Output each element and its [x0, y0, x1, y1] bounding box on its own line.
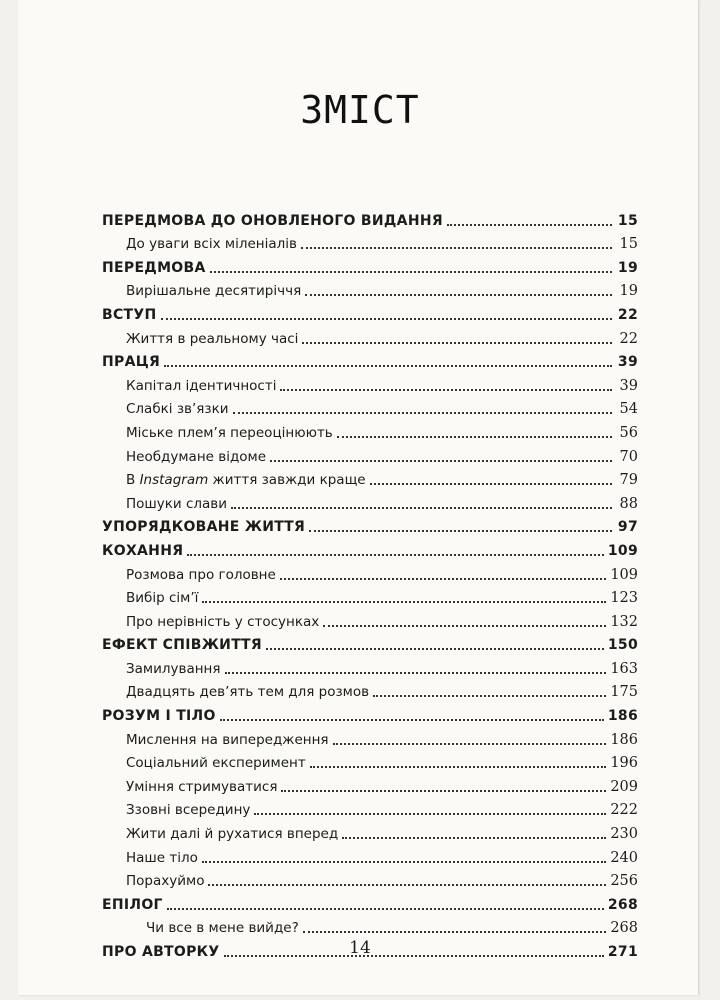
dot-leader — [302, 341, 612, 344]
dot-leader — [210, 270, 612, 273]
dot-leader — [303, 930, 607, 933]
dot-leader — [202, 600, 606, 603]
toc-entry-title: Слабкі зв’язки — [126, 401, 229, 418]
toc-entry-page: 70 — [619, 448, 638, 465]
page-number: 14 — [349, 938, 371, 958]
toc-entry-page: 175 — [610, 684, 638, 701]
toc-entry-title: Мислення на випередження — [126, 731, 329, 748]
table-of-contents — [102, 206, 638, 961]
toc-entry-title: Чи все в мене вийде? — [146, 920, 299, 937]
toc-subentry — [102, 678, 638, 702]
toc-entry-page: 123 — [610, 590, 638, 607]
toc-entry-page: 88 — [619, 495, 638, 512]
toc-entry-page: 15 — [619, 236, 638, 253]
toc-subentry — [102, 371, 638, 395]
toc-entry-page: 132 — [610, 613, 638, 630]
toc-entry-title: Наше тіло — [126, 849, 198, 866]
toc-chapter-entry — [102, 701, 638, 725]
toc-entry-title: Вирішальне десятиріччя — [126, 283, 302, 300]
toc-subentry — [102, 867, 638, 891]
toc-entry-title: ЕФЕКТ СПІВЖИТТЯ — [102, 637, 262, 654]
toc-entry-page: 22 — [617, 306, 638, 323]
toc-chapter-entry — [102, 300, 638, 324]
toc-entry-title: Необдумане відоме — [126, 448, 267, 465]
dot-leader — [220, 718, 604, 721]
dot-leader — [301, 246, 612, 249]
toc-entry-page: 109 — [607, 542, 638, 559]
toc-entry-page: 196 — [610, 755, 638, 772]
toc-entry-title: Ззовні всередину — [126, 802, 251, 819]
toc-entry-page: 186 — [610, 731, 638, 748]
toc-entry-title: Вибір сім’ї — [126, 590, 199, 607]
toc-entry-title: Порахуймо — [126, 873, 205, 890]
toc-entry-title: ПРАЦЯ — [102, 354, 161, 371]
dot-leader — [233, 411, 612, 414]
toc-subentry — [102, 466, 638, 490]
dot-leader — [254, 812, 606, 815]
toc-entry-title: Пошуки слави — [126, 495, 228, 512]
toc-entry-title: ВСТУП — [102, 306, 157, 323]
dot-leader — [342, 836, 606, 839]
toc-subentry — [102, 418, 638, 442]
toc-entry-title: До уваги всіх міленіалів — [126, 236, 297, 253]
toc-chapter-entry — [102, 513, 638, 537]
toc-entry-title: Замилування — [126, 660, 221, 677]
toc-entry-page: 230 — [610, 826, 638, 843]
toc-entry-title: УПОРЯДКОВАНЕ ЖИТТЯ — [102, 519, 306, 536]
dot-leader — [161, 317, 612, 320]
toc-subentry — [102, 560, 638, 584]
dot-leader — [370, 482, 612, 485]
toc-entry-title: Розмова про головне — [126, 566, 276, 583]
toc-entry-page: 22 — [619, 330, 638, 347]
toc-entry-title: Капітал ідентичності — [126, 377, 277, 394]
toc-entry-page: 222 — [610, 802, 638, 819]
toc-subentry — [102, 843, 638, 867]
dot-leader — [281, 789, 606, 792]
toc-subentry — [102, 607, 638, 631]
toc-entry-title: Уміння стримуватися — [126, 778, 278, 795]
toc-subentry — [102, 442, 638, 466]
toc-entry-page: 56 — [619, 424, 638, 441]
toc-entry-page: 39 — [619, 377, 638, 394]
toc-entry-page: 109 — [610, 566, 638, 583]
toc-entry-page: 150 — [607, 637, 638, 654]
toc-subentry — [102, 772, 638, 796]
toc-entry-page: 268 — [610, 920, 638, 937]
toc-entry-title: ЕПІЛОГ — [102, 896, 163, 913]
toc-entry-page: 240 — [610, 849, 638, 866]
toc-entry-title: Про нерівність у стосунках — [126, 613, 320, 630]
toc-entry-title: ПЕРЕДМОВА — [102, 259, 206, 276]
toc-entry-page: 79 — [619, 472, 638, 489]
toc-subentry — [102, 914, 638, 938]
dot-leader — [270, 459, 612, 462]
toc-subentry — [102, 584, 638, 608]
dot-leader — [164, 364, 612, 367]
toc-subentry — [102, 749, 638, 773]
toc-entry-page: 271 — [607, 944, 638, 960]
toc-entry-title: В Instagram життя завжди краще — [126, 472, 366, 489]
dot-leader — [309, 529, 612, 532]
dot-leader — [447, 223, 612, 226]
toc-entry-page: 163 — [610, 660, 638, 677]
toc-chapter-entry — [102, 348, 638, 372]
dot-leader — [373, 694, 606, 697]
toc-entry-page: 15 — [617, 212, 638, 229]
page-title: ЗМІСТ — [300, 88, 420, 132]
toc-entry-title: ПЕРЕДМОВА ДО ОНОВЛЕНОГО ВИДАННЯ — [102, 212, 443, 229]
toc-chapter-entry — [102, 206, 638, 230]
toc-entry-page: 39 — [617, 354, 638, 371]
toc-subentry — [102, 725, 638, 749]
dot-leader — [280, 388, 612, 391]
toc-entry-page: 268 — [607, 896, 638, 913]
toc-subentry — [102, 395, 638, 419]
dot-leader — [167, 907, 604, 910]
dot-leader — [305, 293, 612, 296]
dot-leader — [323, 624, 606, 627]
toc-subentry — [102, 489, 638, 513]
toc-entry-page: 19 — [617, 259, 638, 276]
toc-entry-title: Міське плем’я переоцінюють — [126, 424, 333, 441]
toc-entry-page: 54 — [619, 401, 638, 418]
toc-subentry — [102, 819, 638, 843]
toc-subentry — [102, 324, 638, 348]
toc-chapter-entry — [102, 253, 638, 277]
dot-leader — [187, 553, 604, 556]
dot-leader — [310, 765, 607, 768]
toc-entry-title: ПРО АВТОРКУ — [102, 944, 220, 960]
toc-entry-page: 209 — [610, 778, 638, 795]
dot-leader — [337, 435, 612, 438]
toc-chapter-entry — [102, 631, 638, 655]
toc-entry-title: Двадцять дев’ять тем для розмов — [126, 684, 370, 701]
toc-subentry — [102, 277, 638, 301]
toc-entry-title: Жити далі й рухатися вперед — [126, 826, 339, 843]
toc-entry-title: РОЗУМ І ТІЛО — [102, 708, 216, 725]
dot-leader — [333, 742, 607, 745]
toc-chapter-entry — [102, 536, 638, 560]
toc-entry-page: 97 — [617, 519, 638, 536]
dot-leader — [266, 647, 604, 650]
dot-leader — [231, 506, 612, 509]
dot-leader — [202, 860, 606, 863]
toc-entry-title: Соціальний експеримент — [126, 755, 306, 772]
toc-entry-title: КОХАННЯ — [102, 542, 184, 559]
dot-leader — [225, 671, 607, 674]
toc-chapter-entry — [102, 890, 638, 914]
toc-subentry — [102, 796, 638, 820]
toc-entry-title: Життя в реальному часі — [126, 330, 299, 347]
toc-subentry — [102, 230, 638, 254]
toc-subentry — [102, 654, 638, 678]
dot-leader — [208, 883, 606, 886]
toc-entry-page: 186 — [607, 708, 638, 725]
dot-leader — [280, 577, 606, 580]
toc-entry-page: 256 — [610, 873, 638, 890]
toc-entry-page: 19 — [619, 283, 638, 300]
